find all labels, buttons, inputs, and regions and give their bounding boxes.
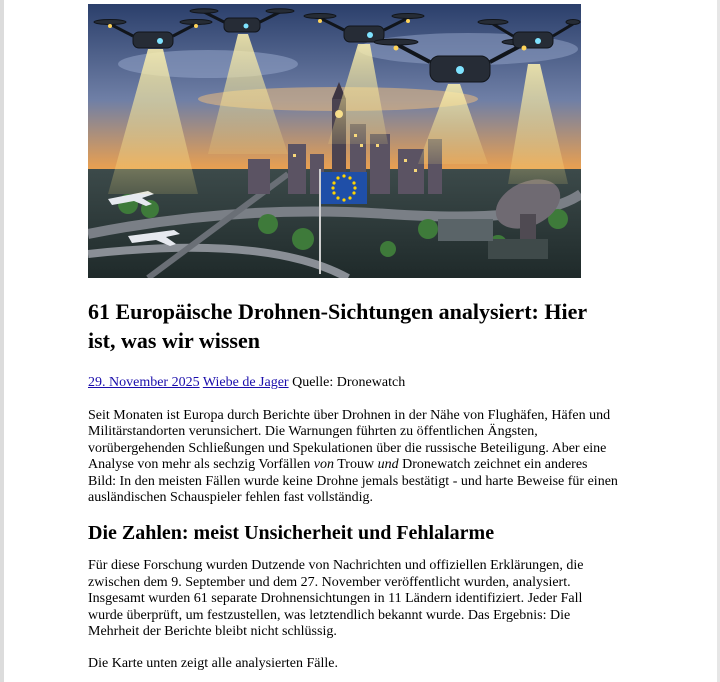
map-note: Die Karte unten zeigt alle analysierten Fälle. xyxy=(88,656,338,672)
intro-text-1: Seit Monaten ist Europa durch Berichte über Drohnen in der Nähe von Flughäfen, Häfen und Militärstandorten verunsichert. Die Warnungen führten zu öffentlichen Ängsten, vorübergehenden Schließungen und Spekulationen über die russische Beteiligung. Aber eine Analyse von mehr als sechzig Vorfällen xyxy=(88,408,611,473)
article xyxy=(88,4,618,673)
section-paragraph: Für diese Forschung wurden Dutzende von Nachrichten und offiziellen Erklärungen, die zwischen dem 9. September und dem 27. November veröffentlicht wurden, analysiert. Insgesamt wurden 61 separate Drohnensichtungen in 11 Ländern identifiziert. Jeder Fall wurde überprüft, um festzustellen, was letztendlich bekannt wurde. Das Ergebnis: Die Mehrheit der Berichte bleibt nicht schlüssig. xyxy=(88,558,584,640)
hero-image xyxy=(88,4,581,278)
article-title: 61 Europäische Drohnen-Sichtungen analysiert: Hier ist, was wir wissen xyxy=(88,299,587,353)
page-edge-left xyxy=(0,0,4,682)
article-meta xyxy=(88,374,618,392)
intro-emphasis-und: und xyxy=(377,457,399,473)
intro-text-2: Trouw xyxy=(333,457,378,473)
source-text: Quelle: Dronewatch xyxy=(292,375,406,390)
author-link[interactable]: Wiebe de Jager xyxy=(202,375,289,390)
intro-paragraph xyxy=(88,408,618,506)
date-link[interactable]: 29. November 2025 xyxy=(88,375,200,390)
section-heading: Die Zahlen: meist Unsicherheit und Fehlalarme xyxy=(88,522,495,545)
intro-text-3: Dronewatch zeichnet ein anderes Bild: In den meisten Fällen wurde keine Drohne jemals bestätigt - und harte Beweise für einen ausländischen Schauspieler fehlen fast vollständig. xyxy=(88,457,618,506)
intro-emphasis-von: von xyxy=(313,457,334,473)
